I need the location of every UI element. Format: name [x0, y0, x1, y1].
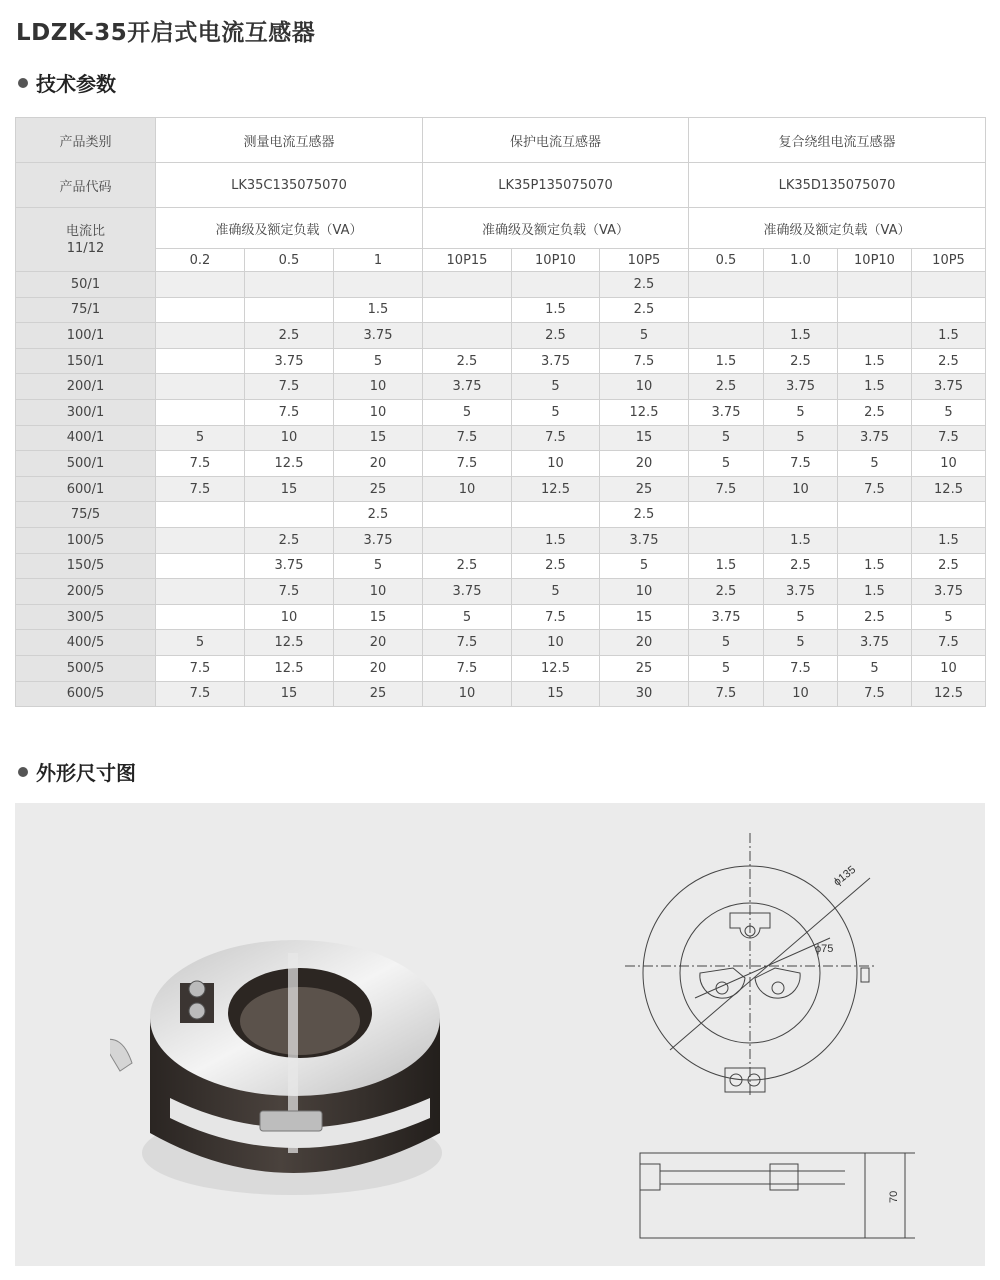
value-cell: 25: [600, 655, 689, 681]
value-cell: 15: [600, 425, 689, 451]
value-cell: 12.5: [912, 476, 986, 502]
value-cell: 7.5: [423, 655, 512, 681]
value-cell: 20: [600, 630, 689, 656]
value-cell: 12.5: [245, 655, 334, 681]
ratio-cell: 150/1: [16, 348, 156, 374]
class-header: 10P15: [423, 249, 512, 272]
value-cell: 3.75: [689, 604, 764, 630]
value-cell: 5: [512, 399, 600, 425]
value-cell: [838, 323, 912, 349]
section-heading-specs: [18, 68, 116, 97]
value-cell: 2.5: [600, 502, 689, 528]
value-cell: 7.5: [912, 425, 986, 451]
value-cell: 7.5: [764, 655, 838, 681]
value-cell: [156, 579, 245, 605]
value-cell: 25: [334, 476, 423, 502]
value-cell: 12.5: [245, 630, 334, 656]
value-cell: 7.5: [512, 604, 600, 630]
value-cell: 2.5: [423, 348, 512, 374]
value-cell: [764, 297, 838, 323]
value-cell: 3.75: [334, 527, 423, 553]
value-cell: 3.75: [912, 579, 986, 605]
value-cell: [156, 323, 245, 349]
value-cell: [838, 297, 912, 323]
value-cell: 2.5: [689, 579, 764, 605]
value-cell: 5: [600, 553, 689, 579]
value-cell: 2.5: [512, 553, 600, 579]
ratio-cell: 150/5: [16, 553, 156, 579]
class-header: 10P10: [838, 249, 912, 272]
category-composite: 复合绕组电流互感器: [689, 118, 986, 163]
table-row: [16, 323, 986, 349]
value-cell: 5: [423, 399, 512, 425]
value-cell: 15: [600, 604, 689, 630]
value-cell: 1.5: [512, 297, 600, 323]
value-cell: 5: [512, 579, 600, 605]
table-row: [16, 272, 986, 298]
value-cell: 1.5: [912, 323, 986, 349]
ratio-cell: 600/5: [16, 681, 156, 707]
ratio-cell: 100/1: [16, 323, 156, 349]
table-row: [16, 579, 986, 605]
accuracy-protection: 准确级及额定负载（VA）: [423, 208, 689, 249]
value-cell: 1.5: [838, 553, 912, 579]
category-measurement: 测量电流互感器: [156, 118, 423, 163]
value-cell: 1.5: [689, 553, 764, 579]
value-cell: 2.5: [245, 527, 334, 553]
value-cell: 10: [245, 604, 334, 630]
table-row: [16, 553, 986, 579]
value-cell: 10: [334, 374, 423, 400]
section-heading-dims: [18, 757, 136, 786]
value-cell: 7.5: [245, 374, 334, 400]
value-cell: [912, 272, 986, 298]
value-cell: [838, 502, 912, 528]
value-cell: [689, 272, 764, 298]
value-cell: 3.75: [689, 399, 764, 425]
value-cell: 10: [423, 681, 512, 707]
value-cell: 5: [838, 451, 912, 477]
ratio-cell: 400/1: [16, 425, 156, 451]
class-header: 10P5: [912, 249, 986, 272]
value-cell: 3.75: [764, 579, 838, 605]
class-header: 0.5: [245, 249, 334, 272]
value-cell: [245, 502, 334, 528]
ratio-cell: 200/5: [16, 579, 156, 605]
table-row: [16, 297, 986, 323]
value-cell: 5: [156, 630, 245, 656]
value-cell: 3.75: [838, 630, 912, 656]
value-cell: 2.5: [912, 553, 986, 579]
value-cell: [689, 502, 764, 528]
value-cell: 10: [423, 476, 512, 502]
value-cell: [912, 297, 986, 323]
value-cell: [512, 502, 600, 528]
figure-panel: [15, 803, 985, 1266]
ratio-cell: 500/5: [16, 655, 156, 681]
value-cell: [334, 272, 423, 298]
value-cell: 7.5: [838, 476, 912, 502]
value-cell: 3.75: [245, 553, 334, 579]
table-row: [16, 502, 986, 528]
value-cell: 10: [600, 374, 689, 400]
table-row: [16, 655, 986, 681]
value-cell: 5: [512, 374, 600, 400]
value-cell: 10: [245, 425, 334, 451]
value-cell: 7.5: [156, 681, 245, 707]
value-cell: 7.5: [689, 476, 764, 502]
value-cell: 20: [600, 451, 689, 477]
value-cell: [156, 272, 245, 298]
value-cell: 5: [912, 604, 986, 630]
ratio-cell: 200/1: [16, 374, 156, 400]
value-cell: 3.75: [245, 348, 334, 374]
value-cell: [156, 502, 245, 528]
value-cell: 10: [912, 451, 986, 477]
dim-outer-label: ϕ135: [831, 863, 859, 889]
value-cell: 1.5: [334, 297, 423, 323]
value-cell: [764, 272, 838, 298]
value-cell: 7.5: [838, 681, 912, 707]
value-cell: 5: [334, 553, 423, 579]
value-cell: 2.5: [600, 272, 689, 298]
value-cell: [156, 527, 245, 553]
class-header: 0.5: [689, 249, 764, 272]
value-cell: 7.5: [156, 476, 245, 502]
ratio-cell: 100/5: [16, 527, 156, 553]
value-cell: 3.75: [600, 527, 689, 553]
ratio-cell: 75/1: [16, 297, 156, 323]
table-row: [16, 399, 986, 425]
value-cell: 1.5: [689, 348, 764, 374]
value-cell: 5: [764, 630, 838, 656]
value-cell: 7.5: [423, 425, 512, 451]
ratio-cell: 75/5: [16, 502, 156, 528]
value-cell: [423, 502, 512, 528]
value-cell: 3.75: [912, 374, 986, 400]
value-cell: [512, 272, 600, 298]
value-cell: [423, 297, 512, 323]
table-row: [16, 604, 986, 630]
value-cell: 7.5: [423, 630, 512, 656]
value-cell: 5: [764, 399, 838, 425]
value-cell: 3.75: [764, 374, 838, 400]
value-cell: [245, 297, 334, 323]
dim-inner-label: ϕ75: [815, 943, 834, 955]
value-cell: 25: [600, 476, 689, 502]
table-row: [16, 451, 986, 477]
value-cell: 10: [764, 681, 838, 707]
product-photo: [110, 923, 470, 1213]
page-title: LDZK-35开启式电流互感器: [16, 20, 316, 46]
value-cell: [156, 553, 245, 579]
value-cell: [156, 399, 245, 425]
table-row: [16, 425, 986, 451]
value-cell: [912, 502, 986, 528]
value-cell: 7.5: [156, 451, 245, 477]
header-ratio-label: [16, 208, 156, 272]
value-cell: 20: [334, 655, 423, 681]
ratio-label-line2: 11/12: [66, 240, 105, 256]
class-header: 0.2: [156, 249, 245, 272]
value-cell: 5: [423, 604, 512, 630]
value-cell: 5: [600, 323, 689, 349]
code-protection: LK35P135075070: [423, 163, 689, 208]
value-cell: [764, 502, 838, 528]
value-cell: [423, 323, 512, 349]
value-cell: 2.5: [838, 399, 912, 425]
dimension-drawing: [615, 828, 945, 1248]
ratio-cell: 50/1: [16, 272, 156, 298]
header-code-label: 产品代码: [16, 163, 156, 208]
value-cell: 2.5: [764, 553, 838, 579]
value-cell: 7.5: [423, 451, 512, 477]
value-cell: [838, 272, 912, 298]
value-cell: 5: [689, 630, 764, 656]
value-cell: 10: [912, 655, 986, 681]
value-cell: 5: [912, 399, 986, 425]
value-cell: 7.5: [245, 579, 334, 605]
bullet-icon: [18, 767, 28, 777]
value-cell: 2.5: [912, 348, 986, 374]
value-cell: [156, 297, 245, 323]
value-cell: 7.5: [156, 655, 245, 681]
ratio-cell: 300/5: [16, 604, 156, 630]
value-cell: 1.5: [512, 527, 600, 553]
spec-table: [15, 117, 986, 707]
value-cell: 1.5: [838, 348, 912, 374]
value-cell: 2.5: [689, 374, 764, 400]
value-cell: 5: [689, 425, 764, 451]
accuracy-composite: 准确级及额定负载（VA）: [689, 208, 986, 249]
header-category-label: 产品类别: [16, 118, 156, 163]
value-cell: 10: [334, 399, 423, 425]
value-cell: 12.5: [512, 655, 600, 681]
ratio-label-line1: 电流比: [65, 223, 105, 239]
value-cell: [423, 527, 512, 553]
value-cell: 10: [512, 451, 600, 477]
value-cell: 15: [245, 476, 334, 502]
value-cell: 5: [689, 451, 764, 477]
value-cell: [838, 527, 912, 553]
value-cell: 7.5: [689, 681, 764, 707]
value-cell: [423, 272, 512, 298]
table-row: [16, 476, 986, 502]
value-cell: [689, 297, 764, 323]
value-cell: [245, 272, 334, 298]
value-cell: 20: [334, 451, 423, 477]
value-cell: 5: [764, 425, 838, 451]
value-cell: 5: [689, 655, 764, 681]
ratio-cell: 600/1: [16, 476, 156, 502]
value-cell: [689, 323, 764, 349]
value-cell: 2.5: [600, 297, 689, 323]
value-cell: 2.5: [334, 502, 423, 528]
table-row: [16, 681, 986, 707]
table-row: [16, 527, 986, 553]
section-dims-label: 外形尺寸图: [36, 761, 136, 785]
code-measurement: LK35C135075070: [156, 163, 423, 208]
value-cell: 25: [334, 681, 423, 707]
value-cell: [156, 348, 245, 374]
value-cell: 10: [334, 579, 423, 605]
value-cell: 3.75: [423, 374, 512, 400]
table-row: [16, 630, 986, 656]
value-cell: 7.5: [764, 451, 838, 477]
value-cell: 5: [764, 604, 838, 630]
dim-height-label: 70: [888, 1190, 900, 1203]
value-cell: 15: [334, 425, 423, 451]
value-cell: 15: [512, 681, 600, 707]
value-cell: [689, 527, 764, 553]
class-header: 10P5: [600, 249, 689, 272]
table-row: [16, 348, 986, 374]
value-cell: 15: [245, 681, 334, 707]
value-cell: 5: [334, 348, 423, 374]
value-cell: 3.75: [423, 579, 512, 605]
value-cell: 7.5: [512, 425, 600, 451]
value-cell: 5: [156, 425, 245, 451]
value-cell: 3.75: [838, 425, 912, 451]
value-cell: 30: [600, 681, 689, 707]
value-cell: 12.5: [512, 476, 600, 502]
value-cell: 10: [764, 476, 838, 502]
value-cell: 7.5: [245, 399, 334, 425]
value-cell: [156, 374, 245, 400]
value-cell: 2.5: [512, 323, 600, 349]
section-specs-label: 技术参数: [36, 72, 116, 96]
value-cell: 2.5: [245, 323, 334, 349]
value-cell: 12.5: [600, 399, 689, 425]
ratio-cell: 400/5: [16, 630, 156, 656]
value-cell: 7.5: [912, 630, 986, 656]
code-composite: LK35D135075070: [689, 163, 986, 208]
class-header: 1: [334, 249, 423, 272]
class-header: 10P10: [512, 249, 600, 272]
ratio-cell: 500/1: [16, 451, 156, 477]
accuracy-measurement: 准确级及额定负载（VA）: [156, 208, 423, 249]
value-cell: 20: [334, 630, 423, 656]
value-cell: 7.5: [600, 348, 689, 374]
table-row: [16, 374, 986, 400]
value-cell: [156, 604, 245, 630]
class-header: 1.0: [764, 249, 838, 272]
value-cell: 1.5: [838, 579, 912, 605]
value-cell: 10: [600, 579, 689, 605]
value-cell: 12.5: [912, 681, 986, 707]
ratio-cell: 300/1: [16, 399, 156, 425]
value-cell: 2.5: [764, 348, 838, 374]
value-cell: 1.5: [764, 323, 838, 349]
bullet-icon: [18, 78, 28, 88]
value-cell: 10: [512, 630, 600, 656]
value-cell: 15: [334, 604, 423, 630]
value-cell: 3.75: [334, 323, 423, 349]
value-cell: 5: [838, 655, 912, 681]
value-cell: 2.5: [423, 553, 512, 579]
category-protection: 保护电流互感器: [423, 118, 689, 163]
value-cell: 2.5: [838, 604, 912, 630]
value-cell: 1.5: [912, 527, 986, 553]
value-cell: 3.75: [512, 348, 600, 374]
value-cell: 12.5: [245, 451, 334, 477]
value-cell: 1.5: [838, 374, 912, 400]
value-cell: 1.5: [764, 527, 838, 553]
